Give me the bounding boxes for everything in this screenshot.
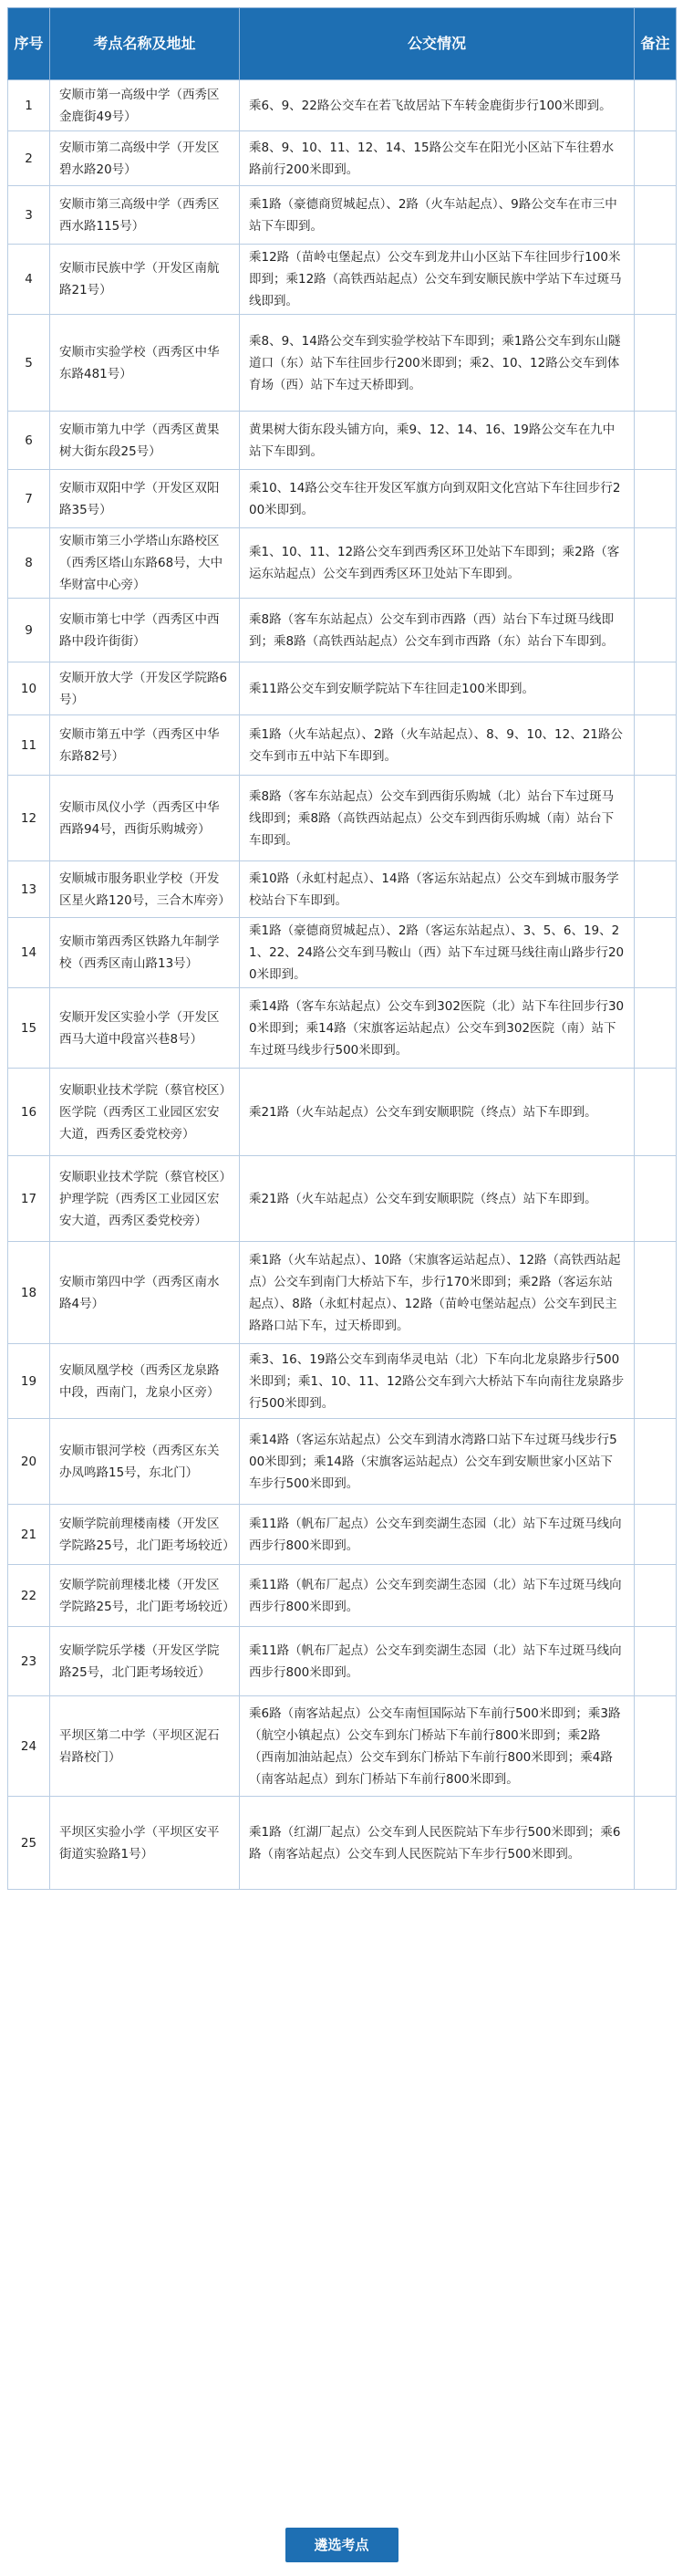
site-name-address: 平坝区第二中学（平坝区泥石岩路校门） [50, 1696, 240, 1797]
exam-site-table [7, 7, 677, 1890]
bus-info: 乘1路（豪德商贸城起点）、2路（火车站起点）、9路公交车在市三中站下车即到。 [240, 186, 635, 245]
site-name-address: 平坝区实验小学（平坝区安平街道实验路1号） [50, 1797, 240, 1890]
row-number: 6 [8, 412, 50, 470]
site-name-address: 安顺市第九中学（西秀区黄果树大街东段25号） [50, 412, 240, 470]
bus-info: 乘1路（豪德商贸城起点）、2路（客运东站起点）、3、5、6、19、21、22、24路公交车到马鞍山（西）站下车过斑马线往南山路步行200米即到。 [240, 918, 635, 988]
bus-info: 黄果树大街东段头铺方向，乘9、12、14、16、19路公交车在九中站下车即到。 [240, 412, 635, 470]
site-name-address: 安顺市第西秀区铁路九年制学校（西秀区南山路13号） [50, 918, 240, 988]
site-name-address: 安顺凤凰学校（西秀区龙泉路中段，西南门，龙泉小区旁） [50, 1344, 240, 1419]
table-row [8, 1069, 677, 1156]
site-name-address: 安顺市第四中学（西秀区南水路4号） [50, 1242, 240, 1344]
row-note [635, 315, 677, 412]
bus-info: 乘8路（客车东站起点）公交车到市西路（西）站台下车过斑马线即到；乘8路（高铁西站起点）公交车到市西路（东）站台下车即到。 [240, 599, 635, 662]
row-note [635, 412, 677, 470]
header-note: 备注 [635, 8, 677, 80]
row-note [635, 131, 677, 186]
row-note [635, 1627, 677, 1696]
table-row [8, 1419, 677, 1505]
row-note [635, 988, 677, 1069]
table-row [8, 1242, 677, 1344]
bus-info: 乘14路（客车东站起点）公交车到302医院（北）站下车往回步行300米即到；乘14路（宋旗客运站起点）公交车到302医院（南）站下车过斑马线步行500米即到。 [240, 988, 635, 1069]
bus-info: 乘1路（红湖厂起点）公交车到人民医院站下车步行500米即到；乘6路（南客站起点）公交车到人民医院站下车步行500米即到。 [240, 1797, 635, 1890]
bus-info: 乘1路（火车站起点）、10路（宋旗客运站起点）、12路（高铁西站起点）公交车到南门大桥站下车，步行170米即到；乘2路（客运东站起点）、8路（永虹村起点）、12路（苗岭屯堡站起点）公交车到民主路路口站下车，过天桥即到。 [240, 1242, 635, 1344]
table-row [8, 1344, 677, 1419]
row-number: 3 [8, 186, 50, 245]
row-number: 22 [8, 1565, 50, 1627]
bus-info: 乘10路（永虹村起点）、14路（客运东站起点）公交车到城市服务学校站台下车即到。 [240, 861, 635, 918]
bus-info: 乘1、10、11、12路公交车到西秀区环卫处站下车即到；乘2路（客运东站起点）公交车到西秀区环卫处站下车即到。 [240, 528, 635, 599]
select-exam-site-button[interactable]: 遴选考点 [285, 2528, 398, 2562]
bus-info: 乘11路（帆布厂起点）公交车到奕湖生态园（北）站下车过斑马线向西步行800米即到。 [240, 1505, 635, 1565]
table-row [8, 470, 677, 528]
row-number: 4 [8, 245, 50, 315]
row-number: 14 [8, 918, 50, 988]
site-name-address: 安顺学院乐学楼（开发区学院路25号，北门距考场较近） [50, 1627, 240, 1696]
row-note [635, 186, 677, 245]
table-row [8, 1696, 677, 1797]
row-number: 19 [8, 1344, 50, 1419]
row-note [635, 1242, 677, 1344]
row-note [635, 1565, 677, 1627]
row-number: 13 [8, 861, 50, 918]
site-name-address: 安顺市银河学校（西秀区东关办凤鸣路15号，东北门） [50, 1419, 240, 1505]
row-number: 21 [8, 1505, 50, 1565]
bus-info: 乘1路（火车站起点）、2路（火车站起点）、8、9、10、12、21路公交车到市五中站下车即到。 [240, 715, 635, 776]
bus-info: 乘11路公交车到安顺学院站下车往回走100米即到。 [240, 662, 635, 715]
row-note [635, 1696, 677, 1797]
table-row [8, 412, 677, 470]
site-name-address: 安顺市实验学校（西秀区中华东路481号） [50, 315, 240, 412]
row-number: 2 [8, 131, 50, 186]
bus-info: 乘6路（南客站起点）公交车南恒国际站下车前行500米即到；乘3路（航空小镇起点）公交车到东门桥站下车前行800米即到；乘2路（西南加油站起点）公交车到东门桥站下车前行800米即到；乘4路（南客站起点）到东门桥站下车前行800米即到。 [240, 1696, 635, 1797]
row-number: 17 [8, 1156, 50, 1242]
bus-info: 乘6、9、22路公交车在若飞故居站下车转金鹿街步行100米即到。 [240, 80, 635, 131]
row-number: 9 [8, 599, 50, 662]
row-number: 7 [8, 470, 50, 528]
site-name-address: 安顺市第七中学（西秀区中西路中段许街街） [50, 599, 240, 662]
table-row [8, 1505, 677, 1565]
table-row [8, 528, 677, 599]
table-header-row [8, 8, 677, 80]
table-row [8, 315, 677, 412]
site-name-address: 安顺开放大学（开发区学院路6号） [50, 662, 240, 715]
table-row [8, 1156, 677, 1242]
row-note [635, 80, 677, 131]
button-area [0, 2528, 683, 2562]
row-note [635, 776, 677, 861]
bus-info: 乘10、14路公交车往开发区军旗方向到双阳文化宫站下车往回步行200米即到。 [240, 470, 635, 528]
row-number: 8 [8, 528, 50, 599]
table-row [8, 861, 677, 918]
table-row [8, 918, 677, 988]
site-name-address: 安顺职业技术学院（蔡官校区）护理学院（西秀区工业园区宏安大道，西秀区委党校旁） [50, 1156, 240, 1242]
site-name-address: 安顺城市服务职业学校（开发区星火路120号，三合木库旁） [50, 861, 240, 918]
row-number: 1 [8, 80, 50, 131]
row-number: 5 [8, 315, 50, 412]
row-number: 12 [8, 776, 50, 861]
header-name: 考点名称及地址 [50, 8, 240, 80]
table-body [8, 80, 677, 1890]
table-row [8, 1797, 677, 1890]
bus-info: 乘14路（客运东站起点）公交车到清水湾路口站下车过斑马线步行500米即到；乘14路（宋旗客运站起点）公交车到安顺世家小区站下车步行500米即到。 [240, 1419, 635, 1505]
table-row [8, 988, 677, 1069]
row-number: 18 [8, 1242, 50, 1344]
row-note [635, 1419, 677, 1505]
bus-info: 乘8路（客车东站起点）公交车到西街乐购城（北）站台下车过斑马线即到；乘8路（高铁西站起点）公交车到西街乐购城（南）站台下车即到。 [240, 776, 635, 861]
header-no: 序号 [8, 8, 50, 80]
row-number: 20 [8, 1419, 50, 1505]
row-number: 10 [8, 662, 50, 715]
site-name-address: 安顺学院前理楼南楼（开发区学院路25号，北门距考场较近） [50, 1505, 240, 1565]
table-row [8, 245, 677, 315]
row-note [635, 715, 677, 776]
site-name-address: 安顺职业技术学院（蔡官校区）医学院（西秀区工业园区宏安大道，西秀区委党校旁） [50, 1069, 240, 1156]
bus-info: 乘21路（火车站起点）公交车到安顺职院（终点）站下车即到。 [240, 1156, 635, 1242]
row-number: 23 [8, 1627, 50, 1696]
site-name-address: 安顺市民族中学（开发区南航路21号） [50, 245, 240, 315]
table-row [8, 131, 677, 186]
site-name-address: 安顺市第三小学塔山东路校区（西秀区塔山东路68号，大中华财富中心旁） [50, 528, 240, 599]
site-name-address: 安顺开发区实验小学（开发区西马大道中段富兴巷8号） [50, 988, 240, 1069]
table-row [8, 715, 677, 776]
row-note [635, 1797, 677, 1890]
bus-info: 乘3、16、19路公交车到南华灵电站（北）下车向北龙泉路步行500米即到；乘1、10、11、12路公交车到六大桥站下车向南往龙泉路步行500米即到。 [240, 1344, 635, 1419]
bus-info: 乘8、9、14路公交车到实验学校站下车即到；乘1路公交车到东山隧道口（东）站下车往回步行200米即到；乘2、10、12路公交车到体育场（西）站下车过天桥即到。 [240, 315, 635, 412]
site-name-address: 安顺市双阳中学（开发区双阳路35号） [50, 470, 240, 528]
site-name-address: 安顺市凤仪小学（西秀区中华西路94号，西街乐购城旁） [50, 776, 240, 861]
row-note [635, 1344, 677, 1419]
site-name-address: 安顺市第一高级中学（西秀区金鹿街49号） [50, 80, 240, 131]
bus-info: 乘12路（苗岭屯堡起点）公交车到龙井山小区站下车往回步行100米即到；乘12路（高铁西站起点）公交车到安顺民族中学站下车过斑马线即到。 [240, 245, 635, 315]
row-note [635, 470, 677, 528]
row-number: 16 [8, 1069, 50, 1156]
row-note [635, 599, 677, 662]
table-row [8, 1565, 677, 1627]
table-row [8, 186, 677, 245]
site-name-address: 安顺学院前理楼北楼（开发区学院路25号，北门距考场较近） [50, 1565, 240, 1627]
bus-info: 乘11路（帆布厂起点）公交车到奕湖生态园（北）站下车过斑马线向西步行800米即到。 [240, 1627, 635, 1696]
row-note [635, 1156, 677, 1242]
row-note [635, 861, 677, 918]
site-name-address: 安顺市第二高级中学（开发区碧水路20号） [50, 131, 240, 186]
row-note [635, 245, 677, 315]
bus-info: 乘11路（帆布厂起点）公交车到奕湖生态园（北）站下车过斑马线向西步行800米即到。 [240, 1565, 635, 1627]
table-row [8, 776, 677, 861]
bus-info: 乘8、9、10、11、12、14、15路公交车在阳光小区站下车往碧水路前行200米即到。 [240, 131, 635, 186]
row-note [635, 528, 677, 599]
header-bus: 公交情况 [240, 8, 635, 80]
site-name-address: 安顺市第五中学（西秀区中华东路82号） [50, 715, 240, 776]
row-note [635, 1505, 677, 1565]
row-note [635, 918, 677, 988]
table-row [8, 662, 677, 715]
row-number: 24 [8, 1696, 50, 1797]
row-number: 11 [8, 715, 50, 776]
row-number: 25 [8, 1797, 50, 1890]
table-row [8, 599, 677, 662]
row-note [635, 662, 677, 715]
table-row [8, 80, 677, 131]
table-row [8, 1627, 677, 1696]
row-note [635, 1069, 677, 1156]
bus-info: 乘21路（火车站起点）公交车到安顺职院（终点）站下车即到。 [240, 1069, 635, 1156]
site-name-address: 安顺市第三高级中学（西秀区西水路115号） [50, 186, 240, 245]
row-number: 15 [8, 988, 50, 1069]
